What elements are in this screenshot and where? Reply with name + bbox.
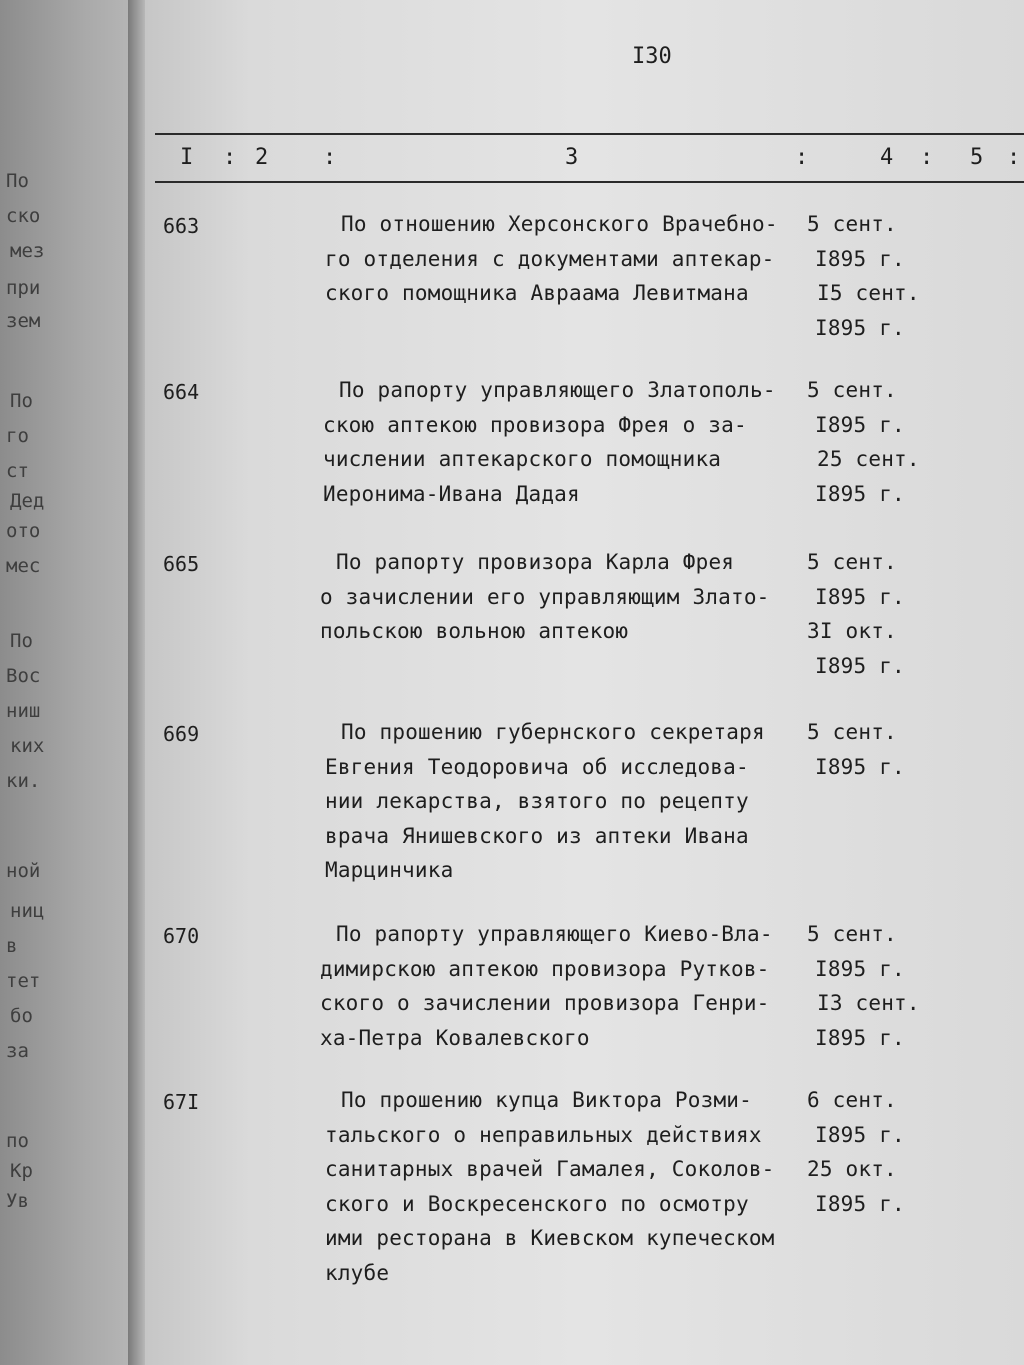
entry-date: 5 сент.: [807, 212, 897, 236]
entry-date: I895 г.: [815, 754, 905, 779]
entry-number: 670: [163, 924, 200, 948]
entry-text-line: клубе: [325, 1260, 390, 1285]
column-header: 2: [255, 145, 271, 170]
entry-date: I3 сент.: [817, 991, 920, 1015]
entry-text-line: го отделения с документами аптекар-: [325, 246, 775, 271]
entry-date: I895 г.: [815, 315, 905, 340]
entry-date: I895 г.: [815, 1122, 905, 1147]
facing-page-fragment: зем: [6, 310, 41, 332]
facing-page-fragment: мес: [6, 555, 41, 577]
entry-text-line: о зачислении его управляющим Злато-: [320, 584, 770, 609]
entry-text-line: По прошению губернского секретаря: [341, 720, 765, 744]
column-separator: :: [920, 145, 936, 170]
facing-page-fragment: тет: [6, 970, 41, 992]
entry-text-line: Евгения Теодоровича об исследова-: [325, 754, 749, 779]
bleed-through-text: [595, 480, 607, 504]
entry-number: 663: [163, 214, 200, 238]
entry-text-line: нии лекарства, взятого по рецепту: [325, 789, 749, 813]
facing-page: [0, 0, 140, 1365]
column-header: 5: [970, 145, 986, 170]
entry-text-line: числении аптекарского помощника: [323, 447, 722, 471]
facing-page-fragment: ниш: [6, 700, 41, 722]
entry-number: 665: [163, 552, 200, 576]
entry-date: I895 г.: [815, 653, 905, 678]
facing-page-fragment: за: [6, 1040, 29, 1062]
entry-text-line: санитарных врачей Гамалея, Соколов-: [325, 1157, 775, 1181]
entry-text-line: ского о зачислении провизора Генри-: [320, 991, 770, 1015]
entry-text-line: польскою вольною аптекою: [320, 619, 629, 643]
facing-page-fragment: мез: [10, 240, 45, 262]
facing-page-fragment: По: [10, 630, 33, 652]
entry-text-line: ими ресторана в Киевском купеческом: [325, 1226, 775, 1250]
entry-date: I895 г.: [815, 481, 905, 506]
facing-page-fragment: по: [6, 1130, 29, 1152]
entry-text-line: тальского о неправильных действиях: [325, 1122, 762, 1147]
entry-date: 5 сент.: [807, 922, 897, 946]
entry-date: I895 г.: [815, 246, 905, 271]
facing-page-fragment: при: [6, 277, 41, 299]
entry-date: I895 г.: [815, 956, 905, 981]
column-separator: :: [223, 145, 239, 170]
facing-page-fragment: По: [10, 390, 33, 412]
facing-page-fragment: ско: [6, 205, 41, 227]
entry-date: 25 окт.: [807, 1157, 897, 1181]
facing-page-fragment: ст: [6, 460, 29, 482]
facing-page-fragment: в: [6, 935, 18, 957]
facing-page-fragment: ниц: [10, 900, 45, 922]
facing-page-fragment: Кр: [10, 1160, 33, 1182]
column-separator: :: [795, 145, 811, 170]
header-rule-bottom: [155, 181, 1024, 183]
facing-page-fragment: По: [6, 170, 29, 192]
entry-date: 5 сент.: [807, 378, 897, 402]
entry-text-line: врача Янишевского из аптеки Ивана: [325, 823, 749, 848]
entry-text-line: По рапорту провизора Карла Фрея: [336, 550, 735, 574]
document-page: [145, 0, 1024, 1365]
facing-page-fragment: бо: [10, 1005, 33, 1027]
entry-date: 25 сент.: [817, 447, 920, 471]
facing-page-fragment: Дед: [10, 490, 45, 512]
entry-text-line: По отношению Херсонского Врачебно-: [341, 212, 778, 236]
facing-page-fragment: ото: [6, 520, 41, 542]
entry-date: I895 г.: [815, 1025, 905, 1050]
entry-date: I895 г.: [815, 412, 905, 437]
entry-text-line: ха-Петра Ковалевского: [320, 1025, 590, 1050]
entry-text-line: димирскою аптекою провизора Рутков-: [320, 956, 770, 981]
entry-text-line: По прошению купца Виктора Розми-: [341, 1088, 752, 1112]
column-separator: :: [1007, 145, 1023, 170]
facing-page-fragment: Вос: [6, 665, 41, 687]
facing-page-fragment: Ув: [6, 1190, 29, 1212]
entry-date: I895 г.: [815, 1191, 905, 1216]
entry-date: 5 сент.: [807, 550, 897, 574]
entry-text-line: По рапорту управляющего Златополь-: [339, 378, 776, 402]
column-header: I: [180, 145, 196, 170]
column-header: 4: [880, 145, 896, 170]
entry-text-line: По рапорту управляющего Киево-Вла-: [336, 922, 773, 946]
facing-page-fragment: ной: [6, 860, 41, 882]
facing-page-fragment: ких: [10, 735, 45, 757]
entry-date: 6 сент.: [807, 1088, 897, 1112]
column-header: 3: [565, 145, 581, 170]
entry-text-line: Марцинчика: [325, 858, 454, 882]
entry-text-line: ского и Воскресенского по осмотру: [325, 1191, 749, 1216]
entry-text-line: скою аптекою провизора Фрея о за-: [323, 412, 747, 437]
entry-text-line: ского помощника Авраама Левитмана: [325, 281, 749, 305]
column-separator: :: [323, 145, 339, 170]
facing-page-fragment: ки.: [6, 770, 41, 792]
header-rule-top: [155, 133, 1024, 135]
entry-number: 67I: [163, 1090, 200, 1114]
entry-date: 5 сент.: [807, 720, 897, 744]
page-number: I30: [632, 44, 672, 69]
entry-date: I5 сент.: [817, 281, 920, 305]
entry-date: 3I окт.: [807, 619, 897, 643]
entry-number: 664: [163, 380, 200, 404]
entry-number: 669: [163, 722, 200, 746]
entry-date: I895 г.: [815, 584, 905, 609]
entry-text-line: Иеронима-Ивана Дадая: [323, 481, 580, 506]
facing-page-fragment: го: [6, 425, 29, 447]
